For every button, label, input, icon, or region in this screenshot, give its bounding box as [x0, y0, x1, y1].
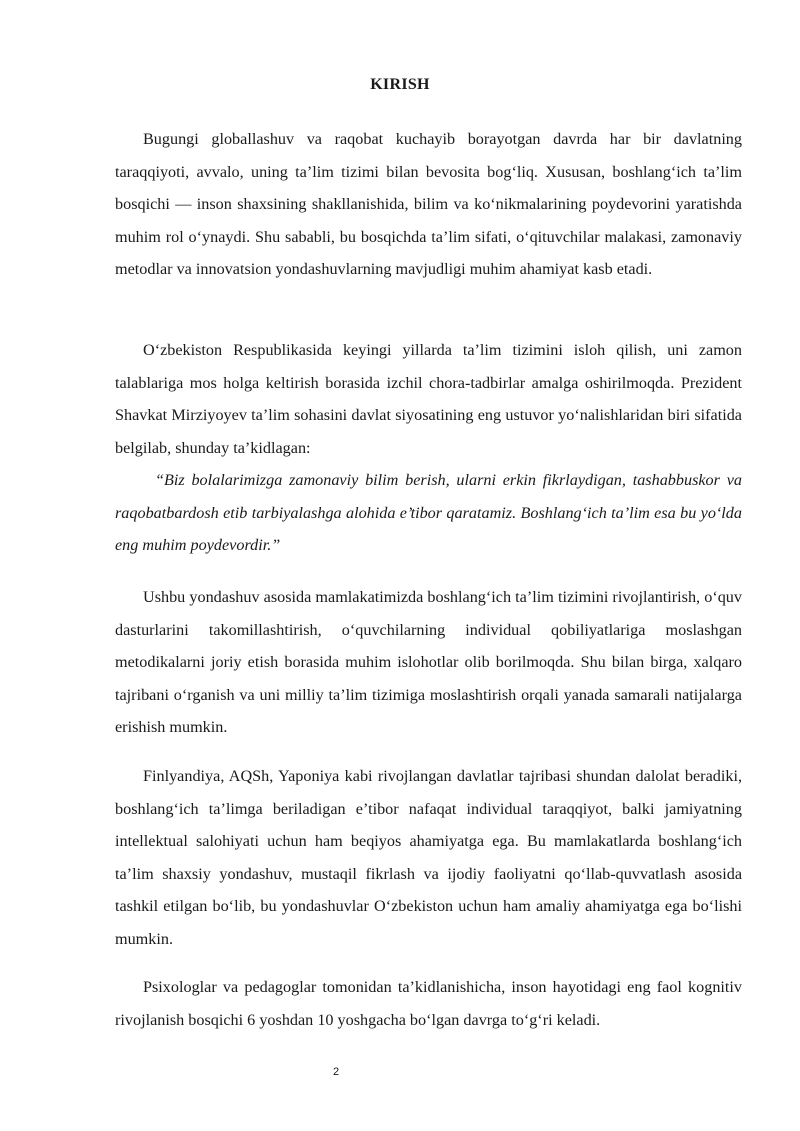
paragraph-approach: Ushbu yondashuv asosida mamlakatimizda boshlang‘ich ta’lim tizimini rivojlantirish, o‘quv dasturlarini takomillashtirish, o‘quvchilarning individual qobiliyatlariga moslashgan metodikalarni joriy etish borasida muhim islohotlar olib borilmoqda. Shu bilan birga, xalqaro tajribani o‘rganish va uni milliy ta’lim tizimiga moslashtirish orqali yanada samarali natijalarga erishish mumkin. — [115, 588, 742, 737]
paragraph-psychology: Psixologlar va pedagoglar tomonidan ta’kidlanishicha, inson hayotidagi eng faol kognitiv rivojlanish bosqichi 6 yoshdan 10 yoshgacha bo‘lgan davrga to‘g‘ri keladi. — [115, 978, 742, 1029]
quote-president: “Biz bolalarimizga zamonaviy bilim berish, ularni erkin fikrlaydigan, tashabbuskor va raqobatbardosh etib tarbiyalashga alohida e’tibor qaratamiz. Boshlang‘ich ta’lim esa bu yo‘lda eng muhim poydevordir.” — [115, 471, 742, 555]
page-number: 2 — [332, 1066, 340, 1078]
paragraph-intro: Bugungi globallashuv va raqobat kuchayib borayotgan davrda har bir davlatning taraqqiyoti, avvalo, uning ta’lim tizimi bilan bevosita bog‘liq. Xususan, boshlang‘ich ta’lim bosqichi — inson shaxsining shakllanishida, bilim va ko‘nikmalarining poydevorini yaratishda muhim rol o‘ynaydi. Shu sababli, bu bosqichda ta’lim sifati, o‘qituvchilar malakasi, zamonaviy metodlar va innovatsion yondashuvlarning mavjudligi muhim ahamiyat kasb etadi. — [115, 130, 742, 279]
page-title: KIRISH — [370, 76, 430, 93]
paragraph-reforms: O‘zbekiston Respublikasida keyingi yillarda ta’lim tizimini isloh qilish, uni zamon talablariga mos holga keltirish borasida izchil chora-tadbirlar amalga oshirilmoqda. Prezident Shavkat Mirziyoyev ta’lim sohasini davlat siyosatining eng ustuvor yo‘nalishlaridan biri sifatida belgilab, shunday ta’kidlagan: — [115, 341, 742, 457]
paragraph-international: Finlyandiya, AQSh, Yaponiya kabi rivojlangan davlatlar tajribasi shundan dalolat beradiki, boshlang‘ich ta’limga beriladigan e’tibor nafaqat individual taraqqiyot, balki jamiyatning intellektual salohiyati uchun ham beqiyos ahamiyatga ega. Bu mamlakatlarda boshlang‘ich ta’lim shaxsiy yondashuv, mustaqil fikrlash va ijodiy faoliyatni qo‘llab-quvvatlash asosida tashkil etilgan bo‘lib, bu yondashuvlar O‘zbekiston uchun ham amaliy ahamiyatga ega bo‘lishi mumkin. — [115, 767, 742, 948]
